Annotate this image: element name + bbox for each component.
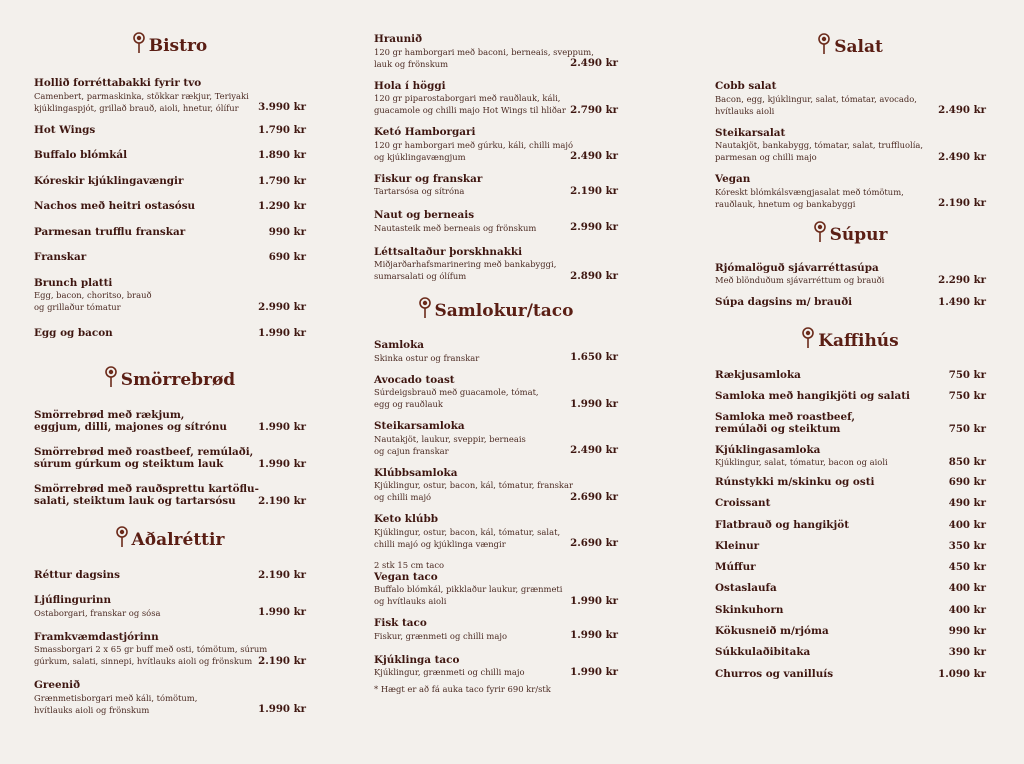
item-description: Buffalo blómkál, pikklaður laukur, grænmeti og hvítlauks aioli: [374, 584, 563, 606]
item-price: 1.990 kr: [570, 594, 618, 607]
item-name: Súkkulaðibitaka: [715, 646, 811, 659]
menu-item: [34, 594, 306, 619]
item-description: Nautakjöt, laukur, sveppir, berneais og cajun franskar: [374, 433, 526, 456]
pin-icon: [105, 366, 117, 388]
item-name: Fisk taco: [374, 617, 427, 629]
item-name: Samloka með roastbeef, remúlaði og steiktum: [715, 410, 855, 435]
menu-item: [374, 246, 618, 283]
section-title: Kaffihús: [715, 326, 986, 356]
section-burgers-continued: [374, 33, 618, 282]
item-name: Ostaslaufa: [715, 582, 777, 595]
item-name: Parmesan trufflu franskar: [34, 225, 186, 238]
item-name: Croissant: [715, 497, 771, 510]
menu-items: [374, 339, 618, 694]
item-price: 750 kr: [948, 423, 986, 435]
menu-item: [715, 476, 986, 489]
menu-item: [34, 277, 306, 314]
item-description: Miðjarðarhafsmarinering með bankabyggi, sumarsalati og ólífum: [374, 259, 557, 281]
menu-item: [374, 374, 618, 411]
menu-item: [715, 296, 986, 309]
item-name: Réttur dagsins: [34, 568, 120, 581]
pin-icon: [116, 526, 128, 548]
item-name: Smörrebrød með rauðsprettu kartöflu- salati, steiktum lauk og tartarsósu: [34, 482, 259, 507]
item-name: Kleinur: [715, 539, 760, 552]
item-name: Vegan taco: [374, 570, 438, 583]
item-name: Múffur: [715, 561, 756, 574]
section-bistro: [34, 31, 306, 340]
menu-items: [374, 33, 618, 282]
pin-icon: [802, 327, 814, 349]
item-description: Nautakjöt, bankabygg, tómatar, salat, truffluolía, parmesan og chilli majo: [715, 140, 924, 162]
menu-item: [715, 646, 986, 659]
item-price: 690 kr: [948, 476, 986, 488]
menu-item: [374, 339, 618, 364]
item-description: Egg, bacon, choritso, brauð og grillaður tómatur: [34, 290, 152, 312]
menu-item: [34, 149, 306, 162]
item-price: 1.990 kr: [258, 606, 306, 618]
menu-item: [34, 124, 306, 137]
item-description: Camenbert, parmaskinka, stökkar rækjur, Teriyaki kjúklingaspjót, grillað brauð, aioli, hnetur, ólífur: [34, 90, 249, 113]
item-name: Klúbbsamloka: [374, 466, 458, 479]
section-title: Smörrebrød: [34, 365, 306, 395]
item-name: Fiskur og franskar: [374, 172, 483, 185]
item-price: 2.490 kr: [938, 150, 986, 163]
item-name: Súpa dagsins m/ brauði: [715, 296, 853, 308]
item-name: Keto klúbb: [374, 513, 438, 525]
item-name: Smörrebrød með roastbeef, remúlaði, súrum gúrkum og steiktum lauk: [34, 445, 254, 470]
item-pre-note: 2 stk 15 cm taco: [374, 559, 445, 570]
menu-item: [374, 209, 618, 234]
menu-item: [715, 561, 986, 574]
taco-footnote: * Hægt er að fá auka taco fyrir 690 kr/stk: [374, 684, 551, 694]
item-price: 450 kr: [948, 561, 986, 574]
menu-item: [34, 409, 306, 434]
item-price: 750 kr: [948, 390, 986, 402]
menu-item: [715, 625, 986, 638]
item-description: Kjúklingur, ostur, bacon, kál, tómatur, franskar og chilli majó: [374, 480, 573, 502]
section-title: Súpur: [715, 220, 986, 250]
item-name: Kökusneið m/rjóma: [715, 625, 829, 638]
menu-column-2: [374, 0, 618, 694]
item-price: 2.190 kr: [258, 568, 306, 581]
menu-item: [374, 513, 618, 550]
item-price: 1.090 kr: [938, 667, 986, 680]
menu-items: [715, 262, 986, 309]
menu-item: [34, 226, 306, 239]
section-title: Aðalréttir: [34, 525, 306, 555]
item-name: Rúnstykki m/skinku og osti: [715, 476, 875, 488]
item-price: 490 kr: [948, 497, 986, 510]
item-price: 2.290 kr: [938, 273, 986, 286]
menu-items: [34, 409, 306, 508]
item-name: Skinkuhorn: [715, 603, 784, 616]
item-name: Rjómalöguð sjávarréttasúpa: [715, 261, 879, 274]
item-name: Rækjusamloka: [715, 368, 801, 381]
menu-column-3: [715, 0, 986, 690]
section-supur: [715, 220, 986, 309]
menu-items: [34, 77, 306, 340]
item-price: 1.790 kr: [258, 174, 306, 187]
item-price: 3.990 kr: [258, 101, 306, 113]
item-price: 1.790 kr: [258, 123, 306, 136]
item-price: 1.490 kr: [938, 296, 986, 308]
item-name: Nachos með heitri ostasósu: [34, 200, 196, 212]
item-name: Samloka: [374, 339, 425, 351]
item-price: 2.690 kr: [570, 490, 618, 503]
item-description: Kjúklingur, salat, tómatur, bacon og aioli: [715, 457, 888, 467]
item-price: 2.190 kr: [570, 184, 618, 197]
item-name: Flatbrauð og hangikjöt: [715, 518, 849, 531]
menu-item: [34, 175, 306, 188]
item-name: Hola í höggi: [374, 79, 446, 92]
item-price: 1.990 kr: [570, 397, 618, 410]
item-name: Ljúflingurinn: [34, 594, 112, 606]
pin-icon: [133, 32, 145, 54]
item-name: Avocado toast: [374, 373, 455, 386]
menu-items: [715, 369, 986, 681]
item-price: 2.990 kr: [258, 300, 306, 313]
section-kaffihus: [715, 326, 986, 681]
item-description: Smassborgari 2 x 65 gr buff með osti, tómötum, súrum gúrkum, salati, sinnepi, hvítlauks aioli og frönskum: [34, 644, 268, 666]
item-name: Hollið forréttabakki fyrir tvo: [34, 77, 202, 89]
item-name: Hraunið: [374, 33, 423, 45]
menu-item: [715, 497, 986, 510]
item-price: 2.490 kr: [570, 57, 618, 69]
item-name: Brunch platti: [34, 276, 113, 289]
item-price: 2.490 kr: [570, 444, 618, 456]
item-description: Fiskur, grænmeti og chilli majo: [374, 630, 507, 641]
menu-item: [374, 80, 618, 117]
item-price: 2.190 kr: [258, 495, 306, 507]
menu-item: [374, 420, 618, 457]
item-price: 2.190 kr: [258, 654, 306, 667]
item-description: Súrdeigsbrauð með guacamole, tómat, egg og rauðlauk: [374, 387, 539, 409]
menu-item: [34, 631, 306, 668]
item-name: Egg og bacon: [34, 327, 113, 339]
menu-item: [715, 390, 986, 403]
menu-item: [34, 77, 306, 114]
menu-item: [715, 519, 986, 532]
item-price: 1.650 kr: [570, 351, 618, 363]
menu-item: [374, 467, 618, 504]
item-description: Grænmetisborgari með káli, tómötum, hvítlauks aioli og frönskum: [34, 692, 198, 715]
item-description: Kóreskt blómkálsvængjasalat með tómötum, rauðlauk, hnetum og bankabyggi: [715, 186, 904, 209]
menu-item: [715, 411, 986, 436]
item-price: 1.990 kr: [258, 421, 306, 433]
menu-item: [34, 200, 306, 213]
item-name: Buffalo blómkál: [34, 149, 128, 161]
item-price: 2.890 kr: [570, 269, 618, 282]
menu-item: [374, 173, 618, 198]
item-description: Tartarsósa og sítróna: [374, 186, 465, 196]
section-samlokur-taco: [374, 296, 618, 694]
pin-icon: [419, 297, 431, 319]
item-name: Kjúklingasamloka: [715, 443, 821, 456]
menu-item: [715, 127, 986, 164]
item-name: Kóreskir kjúklingavængir: [34, 174, 184, 187]
menu-column-1: [34, 0, 306, 726]
menu-item: [374, 33, 618, 70]
menu-items: [34, 569, 306, 716]
item-description: Með blönduðum sjávarréttum og brauði: [715, 275, 885, 285]
menu-item: [34, 679, 306, 716]
item-price: 850 kr: [948, 455, 986, 468]
menu-item: [374, 654, 618, 679]
item-description: Bacon, egg, kjúklingur, salat, tómatar, avocado, hvítlauks aioli: [715, 93, 917, 116]
item-name: Léttsaltaður þorskhnakki: [374, 245, 523, 258]
item-price: 2.990 kr: [570, 221, 618, 233]
item-price: 1.990 kr: [258, 458, 306, 470]
item-price: 750 kr: [948, 368, 986, 381]
item-price: 390 kr: [948, 646, 986, 659]
item-description: Nautasteik með berneais og frönskum: [374, 222, 537, 233]
item-description: 120 gr hamborgari með baconi, berneais, sveppum, lauk og frönskum: [374, 46, 594, 69]
menu-item: [34, 483, 306, 508]
item-description: Ostaborgari, franskar og sósa: [34, 607, 161, 618]
item-name: Hot Wings: [34, 123, 96, 136]
item-price: 1.890 kr: [258, 149, 306, 161]
item-name: Cobb salat: [715, 80, 777, 92]
item-description: 120 gr piparostaborgari með rauðlauk, káli, guacamole og chilli majo Hot Wings til hliðar: [374, 93, 566, 115]
menu-item: [715, 668, 986, 681]
item-name: Franskar: [34, 251, 87, 263]
item-name: Ketó Hamborgari: [374, 126, 476, 138]
section-salat: [715, 32, 986, 210]
item-name: Greenið: [34, 679, 81, 691]
menu-item: [34, 327, 306, 340]
menu-item: [34, 446, 306, 471]
section-title: Salat: [715, 32, 986, 62]
menu-item: [715, 540, 986, 553]
menu-item: [715, 80, 986, 117]
section-adalrettir: [34, 525, 306, 716]
menu-item: [715, 444, 986, 469]
item-name: Vegan: [715, 173, 751, 185]
item-name: Steikarsalat: [715, 126, 786, 139]
section-title: Bistro: [34, 31, 306, 61]
item-price: 1.990 kr: [258, 327, 306, 339]
menu-items: [715, 80, 986, 210]
menu-item: [374, 617, 618, 642]
item-price: 990 kr: [268, 225, 306, 238]
pin-icon: [814, 221, 826, 243]
menu-item: [374, 560, 618, 608]
item-price: 2.490 kr: [570, 150, 618, 162]
item-name: Kjúklinga taco: [374, 653, 460, 666]
item-price: 2.190 kr: [938, 197, 986, 209]
item-name: Steikarsamloka: [374, 420, 465, 432]
item-name: Churros og vanilluís: [715, 667, 834, 680]
menu-item: [34, 251, 306, 264]
item-name: Naut og berneais: [374, 209, 475, 221]
item-description: Kjúklingur, ostur, bacon, kál, tómatur, salat, chilli majó og kjúklinga vængir: [374, 526, 561, 549]
menu-item: [715, 369, 986, 382]
item-price: 2.790 kr: [570, 103, 618, 116]
item-name: Framkvæmdastjórinn: [34, 630, 159, 643]
item-name: Smörrebrød með rækjum, eggjum, dilli, majones og sítrónu: [34, 408, 227, 433]
item-price: 350 kr: [948, 539, 986, 552]
section-smorrebrod: [34, 365, 306, 508]
pin-icon: [818, 33, 830, 55]
item-description: 120 gr hamborgari með gúrku, káli, chilli majó og kjúklingavængjum: [374, 139, 574, 162]
item-price: 2.690 kr: [570, 537, 618, 549]
menu-item: [374, 126, 618, 163]
item-price: 400 kr: [948, 582, 986, 595]
menu-item: [34, 569, 306, 582]
menu-item: [715, 262, 986, 287]
menu-item: [715, 173, 986, 210]
item-description: Kjúklingur, grænmeti og chilli majo: [374, 667, 525, 677]
item-price: 1.290 kr: [258, 200, 306, 212]
item-price: 1.990 kr: [570, 665, 618, 678]
menu-item: [715, 582, 986, 595]
item-price: 1.990 kr: [258, 703, 306, 715]
menu-item: [715, 604, 986, 617]
item-description: Skinka ostur og franskar: [374, 352, 480, 363]
item-price: 690 kr: [268, 251, 306, 263]
item-price: 2.490 kr: [938, 104, 986, 116]
item-price: 400 kr: [948, 518, 986, 531]
item-price: 400 kr: [948, 603, 986, 616]
item-price: 990 kr: [948, 625, 986, 638]
item-price: 1.990 kr: [570, 629, 618, 641]
section-title: Samlokur/taco: [374, 296, 618, 326]
item-name: Samloka með hangikjöti og salati: [715, 390, 910, 402]
